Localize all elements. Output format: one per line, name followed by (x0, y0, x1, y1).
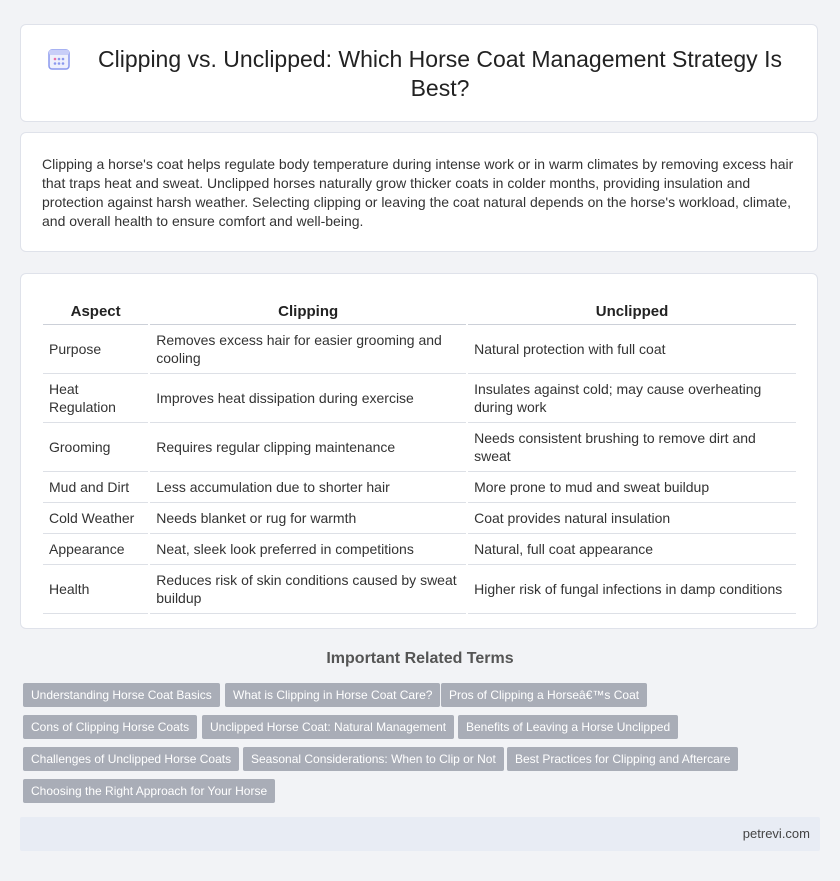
cell-unclipped: More prone to mud and sweat buildup (468, 472, 796, 503)
related-term-tag[interactable]: Best Practices for Clipping and Aftercare (507, 747, 738, 771)
cell-aspect: Health (43, 565, 148, 614)
cell-aspect: Cold Weather (43, 503, 148, 534)
cell-clipping: Neat, sleek look preferred in competitions (150, 534, 466, 565)
related-term-tag[interactable]: Benefits of Leaving a Horse Unclipped (458, 715, 678, 739)
related-term-tag[interactable]: Choosing the Right Approach for Your Horse (23, 779, 275, 803)
table-header-row (43, 294, 796, 325)
header-clipping: Clipping (150, 294, 466, 325)
cell-unclipped: Natural, full coat appearance (468, 534, 796, 565)
cell-aspect: Appearance (43, 534, 148, 565)
cell-clipping: Removes excess hair for easier grooming and cooling (150, 325, 466, 374)
related-term-tag[interactable]: Cons of Clipping Horse Coats (23, 715, 197, 739)
cell-clipping: Less accumulation due to shorter hair (150, 472, 466, 503)
cell-clipping: Requires regular clipping maintenance (150, 423, 466, 472)
cell-clipping: Improves heat dissipation during exercise (150, 374, 466, 423)
page-title: Clipping vs. Unclipped: Which Horse Coat Management Strategy Is Best? (98, 46, 782, 101)
cell-unclipped: Coat provides natural insulation (468, 503, 796, 534)
table-row (43, 374, 796, 423)
cell-unclipped: Higher risk of fungal infections in damp conditions (468, 565, 796, 614)
related-terms-heading: Important Related Terms (326, 650, 514, 667)
cell-clipping: Reduces risk of skin conditions caused by sweat buildup (150, 565, 466, 614)
header-aspect: Aspect (43, 294, 148, 325)
related-term-tag[interactable]: Seasonal Considerations: When to Clip or Not (243, 747, 504, 771)
cell-aspect: Heat Regulation (43, 374, 148, 423)
table-row (43, 423, 796, 472)
comparison-card (20, 273, 818, 629)
cell-unclipped: Insulates against cold; may cause overheating during work (468, 374, 796, 423)
related-term-tag[interactable]: Unclipped Horse Coat: Natural Management (202, 715, 454, 739)
related-term-tag[interactable]: Challenges of Unclipped Horse Coats (23, 747, 239, 771)
calendar-grid-icon (47, 47, 71, 71)
table-row (43, 503, 796, 534)
intro-card (20, 132, 818, 252)
table-row (43, 472, 796, 503)
footer (20, 817, 820, 851)
table-row (43, 325, 796, 374)
cell-unclipped: Needs consistent brushing to remove dirt and sweat (468, 423, 796, 472)
footer-site[interactable]: petrevi.com (742, 826, 810, 841)
related-term-tag[interactable]: What is Clipping in Horse Coat Care? (225, 683, 440, 707)
cell-unclipped: Natural protection with full coat (468, 325, 796, 374)
intro-paragraph: Clipping a horse's coat helps regulate body temperature during intense work or in warm climates by removing excess hair that traps heat and sweat. Unclipped horses naturally grow thicker coats in colder months, providing insulation and protection against harsh weather. Selecting clipping or leaving the coat natural depends on the horse's workload, climate, and overall health to ensure comfort and well-being. (42, 156, 794, 229)
related-term-tag[interactable]: Pros of Clipping a Horseâ€™s Coat (441, 683, 647, 707)
cell-aspect: Grooming (43, 423, 148, 472)
cell-aspect: Purpose (43, 325, 148, 374)
header-unclipped: Unclipped (468, 294, 796, 325)
cell-clipping: Needs blanket or rug for warmth (150, 503, 466, 534)
title-row (47, 45, 799, 103)
table-row (43, 534, 796, 565)
comparison-table (41, 294, 798, 614)
cell-aspect: Mud and Dirt (43, 472, 148, 503)
related-term-tag[interactable]: Understanding Horse Coat Basics (23, 683, 220, 707)
table-row (43, 565, 796, 614)
header-card (20, 24, 818, 122)
